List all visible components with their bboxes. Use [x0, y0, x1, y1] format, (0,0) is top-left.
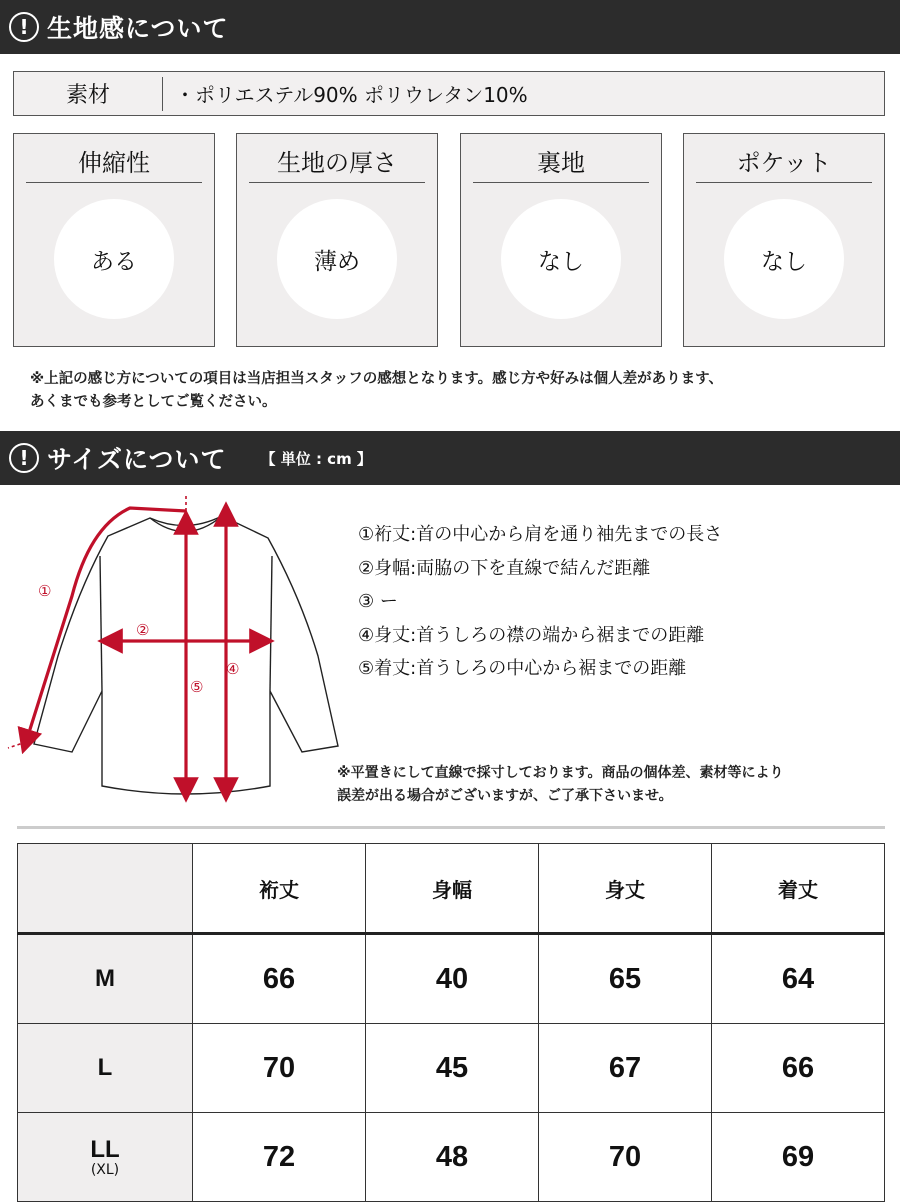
divider	[473, 182, 649, 183]
size-section-header	[0, 431, 900, 485]
exclamation-circle-icon: !	[9, 12, 39, 42]
unit-label: 【 単位 : cm 】	[260, 449, 372, 468]
divider	[696, 182, 872, 183]
header-sleeve-length: 裄丈	[193, 844, 366, 934]
table-cell: 48	[366, 1113, 539, 1202]
table-top-rule	[17, 826, 885, 829]
fabric-section-header	[0, 0, 900, 54]
size-label	[18, 1113, 193, 1202]
legend-item: ⑤着丈:首うしろの中心から裾までの距離	[358, 658, 687, 679]
feel-box-thickness	[236, 133, 438, 347]
feel-value: なし	[724, 199, 844, 319]
table-cell: 70	[193, 1024, 366, 1113]
table-header-row	[18, 844, 885, 934]
header-chest-width: 身幅	[366, 844, 539, 934]
table-cell: 66	[712, 1024, 885, 1113]
table-cell: 64	[712, 934, 885, 1024]
legend-item: ②身幅:両脇の下を直線で結んだ距離	[358, 557, 651, 579]
legend-item: ④身丈:首うしろの襟の端から裾までの距離	[358, 624, 705, 646]
header-body-length: 身丈	[539, 844, 712, 934]
marker-4: ④	[226, 660, 240, 678]
divider	[26, 182, 202, 183]
note-line: ※平置きにして直線で採寸しております。商品の個体差、素材等により	[337, 765, 784, 781]
feel-note	[30, 368, 723, 414]
table-cell: 66	[193, 934, 366, 1024]
measurement-note	[337, 762, 784, 808]
note-line: ※上記の感じ方についての項目は当店担当スタッフの感想となります。感じ方や好みは個人差があります、	[30, 371, 723, 387]
size-alias: (XL)	[90, 1162, 120, 1178]
size-name: LL	[90, 1136, 120, 1163]
table-cell: 70	[539, 1113, 712, 1202]
feel-title: 生地の厚さ	[277, 149, 397, 177]
measurement-legend	[358, 518, 722, 686]
table-cell: 45	[366, 1024, 539, 1113]
size-name: M	[95, 965, 115, 992]
feel-title: 伸縮性	[78, 149, 150, 177]
marker-5: ⑤	[190, 678, 204, 696]
note-line: あくまでも参考としてご覧ください。	[30, 394, 277, 410]
feel-value: ある	[54, 199, 174, 319]
material-value: ・ポリエステル90% ポリウレタン10%	[175, 83, 528, 107]
table-row	[18, 1024, 885, 1113]
size-label	[18, 934, 193, 1024]
material-label: 素材	[65, 83, 110, 108]
feel-box-stretch	[13, 133, 215, 347]
size-label	[18, 1024, 193, 1113]
header-total-length: 着丈	[712, 844, 885, 934]
size-section-title: サイズについて	[47, 445, 227, 474]
size-table	[17, 843, 885, 1202]
note-line: 誤差が出る場合がございますが、ご了承下さいませ。	[337, 788, 673, 804]
table-row	[18, 934, 885, 1024]
feel-title: ポケット	[736, 149, 832, 177]
table-corner	[18, 844, 193, 934]
feel-value: なし	[501, 199, 621, 319]
feel-box-pocket	[683, 133, 885, 347]
size-name: L	[97, 1054, 113, 1081]
table-cell: 65	[539, 934, 712, 1024]
table-cell: 67	[539, 1024, 712, 1113]
exclamation-circle-icon: !	[9, 443, 39, 473]
feel-box-lining	[460, 133, 662, 347]
table-cell: 40	[366, 934, 539, 1024]
table-cell: 72	[193, 1113, 366, 1202]
legend-item: ③ ー	[358, 591, 398, 612]
material-row	[13, 71, 885, 116]
table-cell: 69	[712, 1113, 885, 1202]
arrow-sleeve-length	[26, 508, 186, 742]
fabric-section-title: 生地感について	[47, 14, 229, 43]
marker-1: ①	[38, 582, 52, 600]
marker-2: ②	[136, 621, 150, 639]
legend-item: ①裄丈:首の中心から肩を通り袖先までの長さ	[358, 524, 723, 545]
table-row	[18, 1113, 885, 1202]
feel-title: 裏地	[537, 149, 585, 177]
divider	[249, 182, 425, 183]
arrow-guide	[8, 742, 26, 748]
feel-value: 薄め	[277, 199, 397, 319]
shirt-measurement-diagram	[0, 486, 345, 806]
